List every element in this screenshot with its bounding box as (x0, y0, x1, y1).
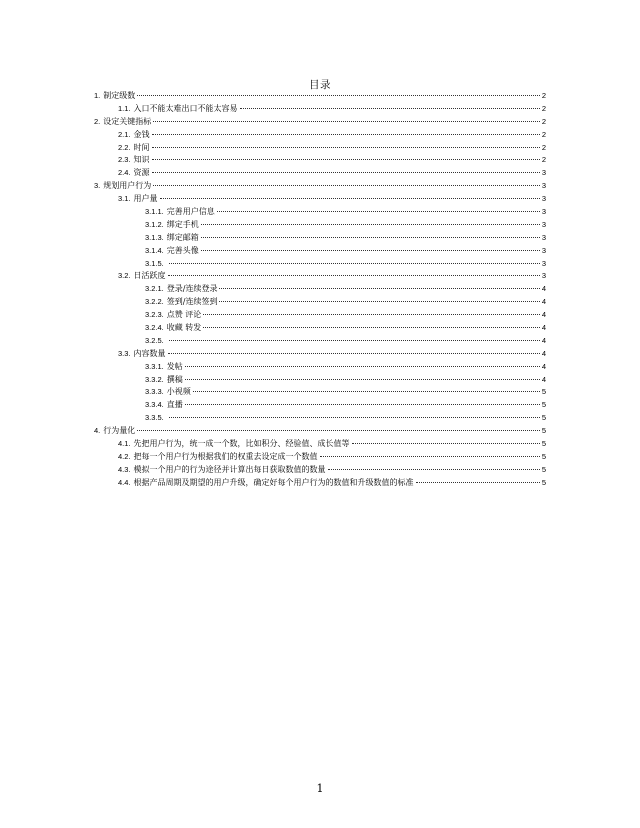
toc-dot-leader (219, 288, 539, 289)
toc-dot-leader (152, 172, 540, 173)
toc-entry-title: 行为量化 (103, 426, 136, 436)
toc-entry[interactable] (94, 464, 546, 477)
toc-entry-page: 3 (541, 194, 546, 204)
toc-entry-number: 1.1. (118, 103, 131, 113)
toc-entry-page: 4 (541, 323, 546, 333)
table-of-contents (94, 90, 546, 490)
toc-dot-leader (416, 482, 540, 483)
toc-entry-page: 4 (541, 374, 546, 384)
toc-entry-title: 小视频 (166, 387, 191, 397)
toc-dot-leader (137, 95, 540, 96)
toc-dot-leader (203, 314, 540, 315)
toc-dot-leader (320, 456, 540, 457)
toc-entry-number: 3.3.1. (145, 361, 164, 371)
toc-entry-title: 根据产品周期及期望的用户升级，确定好每个用户行为的数值和升级数值的标准 (133, 477, 414, 487)
toc-entry[interactable] (94, 451, 546, 464)
toc-entry[interactable] (94, 438, 546, 451)
toc-dot-leader (152, 134, 540, 135)
toc-entry-title: 入口不能太难出口不能太容易 (133, 103, 238, 113)
toc-entry[interactable] (94, 193, 546, 206)
toc-dot-leader (185, 379, 540, 380)
toc-entry[interactable] (94, 90, 546, 103)
toc-entry-title: 金钱 (133, 129, 150, 139)
toc-entry-page: 5 (541, 413, 546, 423)
toc-dot-leader (240, 108, 540, 109)
toc-entry-number: 3.3.3. (145, 387, 164, 397)
toc-entry-number: 4.4. (118, 477, 131, 487)
toc-entry[interactable] (94, 283, 546, 296)
toc-dot-leader (168, 353, 540, 354)
toc-entry-number: 3.1.2. (145, 219, 164, 229)
toc-entry-title: 绑定邮箱 (166, 232, 199, 242)
toc-entry-page: 2 (541, 91, 546, 100)
toc-entry[interactable] (94, 270, 546, 283)
toc-entry[interactable] (94, 399, 546, 412)
toc-entry-number: 3.1.3. (145, 232, 164, 242)
toc-dot-leader (203, 327, 540, 328)
toc-entry-number: 3.1.4. (145, 245, 164, 255)
toc-entry-number: 3.1.1. (145, 207, 164, 217)
toc-entry-page: 4 (541, 310, 546, 320)
toc-dot-leader (201, 237, 540, 238)
toc-entry-title: 发帖 (166, 361, 183, 371)
toc-entry[interactable] (94, 386, 546, 399)
toc-entry-page: 5 (541, 426, 546, 436)
toc-entry-number: 3.3.5. (145, 413, 164, 423)
page-number: 1 (316, 782, 324, 795)
toc-dot-leader (201, 224, 540, 225)
toc-dot-leader (219, 301, 539, 302)
toc-entry-page: 4 (541, 297, 546, 307)
toc-entry-page: 3 (541, 245, 546, 255)
toc-entry-number: 3.2.1. (145, 284, 164, 294)
toc-entry-number: 2.2. (118, 142, 131, 152)
toc-entry-page: 5 (541, 400, 546, 410)
toc-title: 目录 (309, 79, 331, 91)
toc-entry-number: 2.1. (118, 129, 131, 139)
toc-entry[interactable] (94, 309, 546, 322)
toc-entry[interactable] (94, 129, 546, 142)
toc-entry-title: 收藏 转发 (166, 323, 202, 333)
toc-entry-page: 2 (541, 129, 546, 139)
toc-entry-title: 设定关键指标 (103, 116, 152, 126)
toc-entry[interactable] (94, 374, 546, 387)
toc-entry-title: 制定级数 (103, 91, 136, 100)
toc-entry-title: 资源 (133, 168, 150, 178)
toc-entry[interactable] (94, 412, 546, 425)
toc-entry-title: 内容数量 (133, 348, 166, 358)
toc-entry-page: 2 (541, 103, 546, 113)
toc-dot-leader (328, 469, 540, 470)
toc-entry-page: 3 (541, 219, 546, 229)
toc-entry-page: 3 (541, 181, 546, 191)
toc-entry[interactable] (94, 116, 546, 129)
toc-entry-number: 1. (94, 91, 101, 100)
toc-entry-title: 撰稿 (166, 374, 183, 384)
toc-dot-leader (153, 185, 540, 186)
toc-entry-number: 3.3.2. (145, 374, 164, 384)
toc-entry[interactable] (94, 335, 546, 348)
toc-entry-number: 2. (94, 116, 101, 126)
toc-entry[interactable] (94, 142, 546, 155)
toc-entry[interactable] (94, 296, 546, 309)
toc-entry-number: 3. (94, 181, 101, 191)
toc-entry[interactable] (94, 425, 546, 438)
toc-entry-title: 时间 (133, 142, 150, 152)
toc-dot-leader (185, 404, 540, 405)
toc-entry-page: 3 (541, 271, 546, 281)
toc-dot-leader (217, 211, 540, 212)
toc-entry-title: 知识 (133, 155, 150, 165)
toc-entry[interactable] (94, 232, 546, 245)
toc-entry-title: 登录/连续登录 (166, 284, 218, 294)
toc-dot-leader (193, 391, 540, 392)
toc-entry-title: 完善头像 (166, 245, 199, 255)
toc-entry-number: 3.2.5. (145, 335, 164, 345)
toc-entry-title: 直播 (166, 400, 183, 410)
toc-entry-number: 3.3. (118, 348, 131, 358)
toc-entry-number: 4. (94, 426, 101, 436)
toc-entry-number: 3.2.4. (145, 323, 164, 333)
toc-dot-leader (201, 250, 540, 251)
toc-entry-number: 3.3.4. (145, 400, 164, 410)
toc-entry[interactable] (94, 361, 546, 374)
toc-entry-title: 完善用户信息 (166, 207, 215, 217)
toc-entry-page: 5 (541, 477, 546, 487)
toc-entry-page: 5 (541, 387, 546, 397)
toc-entry[interactable] (94, 348, 546, 361)
toc-entry[interactable] (94, 219, 546, 232)
toc-entry-page: 3 (541, 207, 546, 217)
toc-entry-page: 2 (541, 116, 546, 126)
toc-entry-title: 签到/连续签到 (166, 297, 218, 307)
toc-entry-title: 先把用户行为，统一成一个数，比如积分、经验值、成长值等 (133, 439, 350, 449)
toc-dot-leader (153, 121, 540, 122)
toc-entry[interactable] (94, 477, 546, 490)
toc-entry-page: 4 (541, 335, 546, 345)
toc-entry[interactable] (94, 258, 546, 271)
toc-entry-page: 3 (541, 258, 546, 268)
toc-dot-leader (185, 366, 540, 367)
toc-dot-leader (169, 263, 540, 264)
toc-entry-number: 2.4. (118, 168, 131, 178)
toc-entry-page: 4 (541, 361, 546, 371)
toc-dot-leader (169, 417, 540, 418)
toc-entry[interactable] (94, 206, 546, 219)
toc-entry[interactable] (94, 154, 546, 167)
toc-dot-leader (168, 275, 540, 276)
toc-entry-title: 把每一个用户行为根据我们的权重去设定成一个数值 (133, 451, 318, 461)
toc-entry-title: 点赞 评论 (166, 310, 202, 320)
toc-dot-leader (137, 430, 540, 431)
toc-entry-number: 2.3. (118, 155, 131, 165)
toc-entry-title: 用户量 (133, 194, 158, 204)
toc-entry[interactable] (94, 180, 546, 193)
toc-dot-leader (160, 198, 540, 199)
toc-entry[interactable] (94, 322, 546, 335)
toc-entry-number: 4.3. (118, 464, 131, 474)
toc-entry-page: 4 (541, 284, 546, 294)
toc-entry-number: 4.1. (118, 439, 131, 449)
toc-entry[interactable] (94, 167, 546, 180)
toc-dot-leader (152, 159, 540, 160)
toc-entry-page: 5 (541, 439, 546, 449)
toc-entry-page: 3 (541, 168, 546, 178)
toc-dot-leader (169, 340, 540, 341)
toc-entry-number: 3.1. (118, 194, 131, 204)
toc-entry-number: 3.2.2. (145, 297, 164, 307)
toc-entry-title: 日活跃度 (133, 271, 166, 281)
toc-entry-page: 3 (541, 232, 546, 242)
toc-entry-title: 绑定手机 (166, 219, 199, 229)
toc-entry-title: 规划用户行为 (103, 181, 152, 191)
toc-entry[interactable] (94, 245, 546, 258)
toc-entry[interactable] (94, 103, 546, 116)
toc-dot-leader (352, 443, 540, 444)
toc-entry-title: 模拟一个用户的行为途径并计算出每日获取数值的数量 (133, 464, 326, 474)
toc-entry-page: 2 (541, 155, 546, 165)
toc-entry-number: 4.2. (118, 451, 131, 461)
toc-entry-number: 3.2. (118, 271, 131, 281)
toc-entry-page: 2 (541, 142, 546, 152)
toc-entry-page: 5 (541, 451, 546, 461)
toc-entry-number: 3.1.5. (145, 258, 164, 268)
toc-entry-number: 3.2.3. (145, 310, 164, 320)
toc-entry-page: 4 (541, 348, 546, 358)
toc-entry-page: 5 (541, 464, 546, 474)
toc-dot-leader (152, 147, 540, 148)
